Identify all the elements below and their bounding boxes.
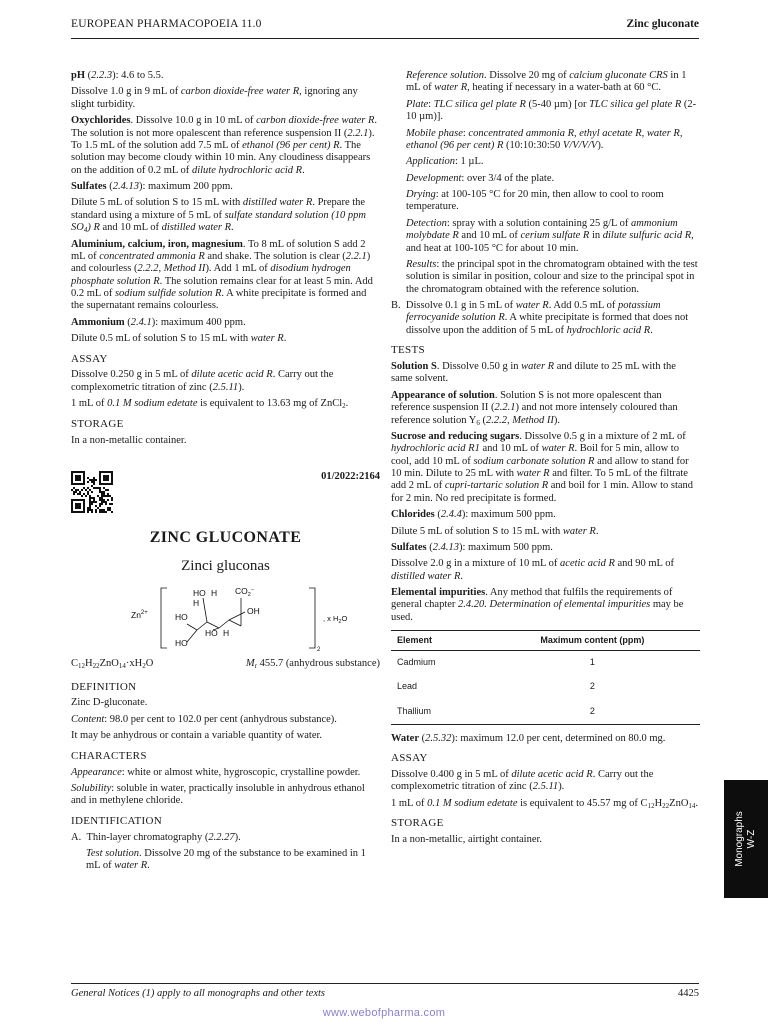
svg-text:HO: HO: [193, 587, 206, 598]
definition-text: Zinc D-gluconate.: [71, 697, 148, 709]
test-solution-text: Test solution. Dissolve 20 mg of the substance to be examined in 1 mL of water R.: [86, 848, 366, 872]
assay-heading: ASSAY: [71, 352, 108, 365]
column-header-max-content: Maximum content (ppm): [485, 631, 700, 651]
header-rule: [71, 38, 699, 39]
assay-procedure: Dissolve 0.250 g in 5 mL of dilute acetic acid R. Carry out the complexometric titration of zinc (2.5.11).: [71, 369, 334, 393]
storage-text: In a non-metallic container.: [71, 434, 187, 446]
tests-heading: TESTS: [391, 344, 425, 357]
svg-text:OH: OH: [247, 605, 260, 616]
appearance-text: Appearance: white or almost white, hygroscopic, crystalline powder.: [71, 766, 361, 778]
svg-text:H: H: [223, 627, 230, 638]
elemental-impurities-table: [391, 630, 700, 724]
monograph-number: 01/2022:2164: [321, 470, 380, 482]
monograph-latin-name: Zinci gluconas: [181, 557, 270, 574]
reference-solution-text: Reference solution. Dissolve 20 mg of calcium gluconate CRS in 1 mL of water R, heating if necessary in a water-bath at 60 °C.: [406, 70, 687, 94]
structural-formula-diagram: [131, 584, 348, 653]
running-header-monograph: Zinc gluconate: [626, 18, 699, 30]
table-row: [391, 675, 700, 700]
storage-heading: STORAGE: [71, 417, 124, 430]
left-column: [71, 70, 380, 877]
svg-text:H: H: [193, 597, 200, 608]
ammonium-test: Ammonium (2.4.1): maximum 400 ppm.: [71, 316, 246, 328]
results-text: Results: the principal spot in the chromatogram obtained with the test solution is similar in position, colour and size to the principal spot in the chromatogram obtained with the reference solution.: [406, 258, 698, 295]
hydration-text: It may be anhydrous or contain a variable quantity of water.: [71, 730, 323, 742]
tab-label: Monographs W-Z: [734, 811, 757, 867]
bracket-right: [309, 588, 315, 648]
assay-heading-right: ASSAY: [391, 752, 428, 765]
sucrose-test: Sucrose and reducing sugars. Dissolve 0.5 g in a mixture of 2 mL of hydrochloric acid R1 and 10 mL of water R. Boil for 5 min, allow to cool, add 10 mL of sodium carbonate solution R and allow to stand for 10 min. Dilute to 25 mL with water R and filter. To 5 mL of the filtrate add 2 mL of cupri-tartaric solution R and boil for 1 min. Allow to stand for 2 min. No red precipitate is formed.: [391, 430, 694, 504]
svg-text:H: H: [211, 587, 218, 598]
molecular-formula: $C_{12}H_{22}ZnO_{14}\cdot xH_2O$: [71, 657, 154, 670]
ammonium-description: Dilute 0.5 mL of solution S to 15 mL with water R.: [71, 333, 287, 345]
element-cell: Thallium: [391, 700, 485, 725]
sulfates-test-right: Sulfates (2.4.13): maximum 500 ppm.: [391, 541, 553, 553]
sulfates-description-right: Dissolve 2.0 g in a mixture of 10 mL of acetic acid R and 90 mL of distilled water R.: [391, 558, 674, 582]
table-row: [391, 700, 700, 725]
column-header-element: Element: [391, 631, 485, 651]
footer-notice: General Notices (1) apply to all monographs and other texts: [71, 988, 326, 999]
appearance-of-solution-test: Appearance of solution. Solution S is not more opalescent than reference suspension II (2.2.1) and not more intensely coloured than reference solution $Y_6$ (2.2.2, Method II).: [391, 389, 678, 427]
page-number: 4425: [678, 988, 699, 999]
water-test: Water (2.5.32): maximum 12.0 per cent, determined on 80.0 mg.: [391, 732, 666, 744]
characters-heading: CHARACTERS: [71, 749, 147, 762]
chlorides-test: Chlorides (2.4.4): maximum 500 ppm.: [391, 509, 556, 521]
assay-equivalence-right: 1 mL of 0.1 M sodium edetate is equivalent to 45.57 mg of $C_{12}H_{22}ZnO_{14}$.: [391, 797, 699, 810]
plate-text: Plate: TLC silica gel plate R (5-40 µm) [or TLC silica gel plate R (2-10 µm)].: [406, 98, 697, 123]
storage-text-right: In a non-metallic, airtight container.: [391, 834, 543, 846]
relative-molecular-mass: $M_r$ 455.7 (anhydrous substance): [245, 657, 380, 670]
watermark-link[interactable]: www.webofpharma.com: [322, 1007, 446, 1019]
development-text: Development: over 3/4 of the plate.: [406, 172, 555, 184]
assay-equivalence: 1 mL of 0.1 M sodium edetate is equivalent to 13.63 mg of ZnCl$_2$.: [71, 398, 349, 411]
elemental-impurities-test: Elemental impurities. Any method that fulfils the requirements of general chapter 2.4.20. Determination of elemental impurities may be used.: [391, 587, 684, 623]
monograph-id-row: [71, 471, 380, 515]
right-column: [391, 70, 700, 850]
molecular-formula-row: [71, 658, 380, 674]
svg-text:HO: HO: [205, 627, 218, 638]
sulfates-test: Sulfates (2.4.13): maximum 200 ppm.: [71, 181, 233, 192]
ph-test: pH (2.2.3): 4.6 to 5.5.: [71, 70, 164, 81]
carboxylate-label: $CO_2^-$: [235, 585, 255, 598]
max-content-cell: 2: [485, 675, 700, 700]
monographs-section-tab[interactable]: [724, 780, 768, 898]
element-cell: Cadmium: [391, 650, 485, 675]
identification-a: A. Thin-layer chromatography (2.2.27).: [71, 831, 241, 843]
qr-code-icon[interactable]: [71, 471, 115, 515]
drying-text: Drying: at 100-105 °C for 20 min, then allow to cool to room temperature.: [406, 189, 664, 213]
chlorides-description: Dilute 5 mL of solution S to 15 mL with water R.: [391, 525, 599, 537]
storage-heading-right: STORAGE: [391, 817, 444, 830]
application-text: Application: 1 µL.: [406, 156, 484, 168]
identification-heading: IDENTIFICATION: [71, 814, 162, 827]
hydrate-label: , x $H_2O$: [323, 613, 348, 625]
identification-b: B. Dissolve 0.1 g in 5 mL of water R. Add 0.5 mL of potassium ferrocyanide solution R. A white precipitate is formed that does not dissolve upon the addition of 5 mL of hydrochloric acid R.: [391, 300, 689, 336]
definition-heading: DEFINITION: [71, 680, 137, 693]
table-row: [391, 650, 700, 675]
sulfates-description: Dilute 5 mL of solution S to 15 mL with distilled water R. Prepare the standard using a mixture of 5 mL of sulfate standard solution (10 ppm $SO_4$) R and 10 mL of distilled water R.: [71, 197, 366, 235]
solubility-text: Solubility: soluble in water, practically insoluble in anhydrous ethanol and in methylene chloride.: [71, 782, 365, 807]
zinc-ion-label: $Zn^{2+}$: [131, 609, 148, 620]
max-content-cell: 2: [485, 700, 700, 725]
ph-description: Dissolve 1.0 g in 9 mL of carbon dioxide-free water R, ignoring any slight turbidity.: [71, 86, 358, 110]
oxychlorides-test: Oxychlorides. Dissolve 10.0 g in 10 mL of carbon dioxide-free water R. The solution is not more opalescent than reference suspension II (2.2.1). To 1.5 mL of the solution add 7.5 mL of ethanol (96 per cent) R. The solution may become cloudy within 10 min. Any cloudiness disappears on the addition of 0.2 mL of dilute hydrochloric acid R.: [71, 115, 378, 176]
content-text: Content: 98.0 per cent to 102.0 per cent (anhydrous substance).: [71, 713, 337, 725]
running-header-title: EUROPEAN PHARMACOPOEIA 11.0: [71, 18, 262, 30]
solution-s-test: Solution S. Dissolve 0.50 g in water R and dilute to 25 mL with the same solvent.: [391, 361, 676, 385]
bracket-left: [161, 588, 167, 648]
multiplier-label: 2: [317, 646, 321, 653]
mobile-phase-text: Mobile phase: concentrated ammonia R, ethyl acetate R, water R, ethanol (96 per cent) R (10:10:30:50 V/V/V/V).: [406, 127, 683, 151]
element-cell: Lead: [391, 675, 485, 700]
max-content-cell: 1: [485, 650, 700, 675]
detection-text: Detection: spray with a solution containing 25 g/L of ammonium molybdate R and 10 mL of cerium sulfate R in dilute sulfuric acid R, and heat at 100-105 °C for about 10 min.: [406, 217, 694, 254]
footer-rule: [71, 983, 699, 984]
svg-text:HO: HO: [175, 611, 188, 622]
metals-test: Aluminium, calcium, iron, magnesium. To 8 mL of solution S add 2 mL of concentrated ammonia R and shake. The solution is clear (2.2.1) and colourless (2.2.2, Method II). Add 1 mL of disodium hydrogen phosphate solution R. The solution remains clear for at least 5 min. Add 0.2 mL of sodium sulfide solution R. A white precipitate is formed and the supernatant remains colourless.: [71, 238, 373, 312]
svg-text:HO: HO: [175, 637, 188, 648]
assay-procedure-right: Dissolve 0.400 g in 5 mL of dilute acetic acid R. Carry out the complexometric titration of zinc (2.5.11).: [391, 769, 654, 793]
monograph-title: ZINC GLUCONATE: [149, 528, 302, 546]
qr-code-pattern: [71, 471, 113, 513]
table-header-row: [391, 631, 700, 651]
